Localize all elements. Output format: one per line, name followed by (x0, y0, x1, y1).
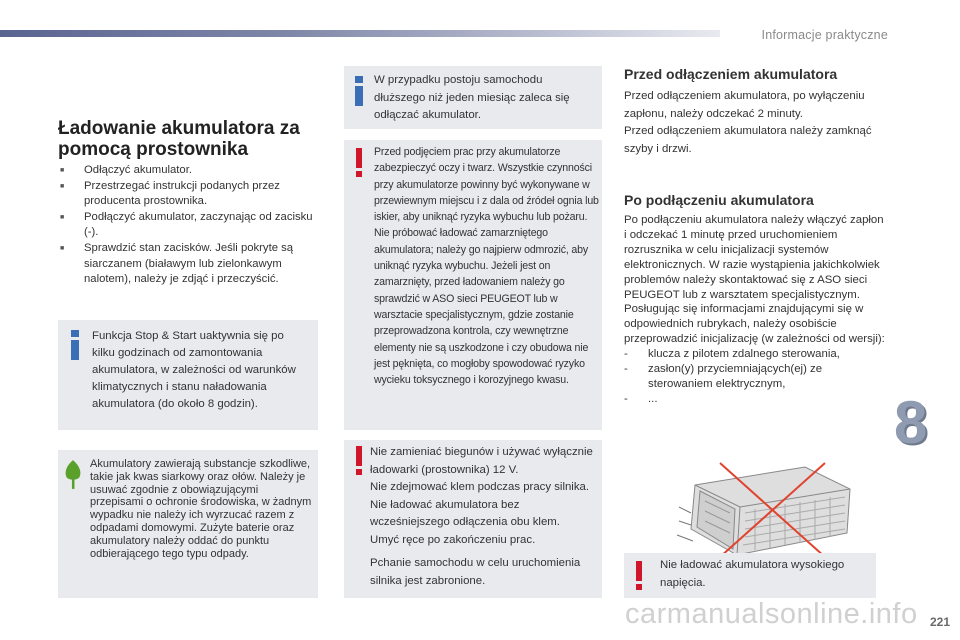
after-connect-p2: Posługując się informacjami znajdującymi się w odpowiednich rubrykach, należy osobiście przeprowadzić inicjalizację (w zależności od wersji): (624, 303, 885, 346)
eco-box (58, 450, 318, 598)
warning-box-polarity (344, 440, 602, 598)
after-connect-p1: Po podłączeniu akumulatora należy włączyć zapłon i odczekać 1 minutę przed uruchomieniem rozrusznika w celu inicjalizacji systemów elektronicznych. W razie wystąpienia jakichkolwiek problemów należy skontaktować się z ASO sieci PEUGEOT lub z warsztatem specjalistycznym. (624, 214, 884, 301)
warning-line: Umyć ręce po zakończeniu prac. (370, 533, 536, 546)
after-connect-item: - ... (624, 392, 658, 405)
watermark: carmanualsonline.info (625, 598, 918, 630)
warning-text: Nie ładować akumulatora wysokiego napięcia. (660, 559, 845, 589)
after-connect-text (624, 213, 889, 407)
before-disconnect-p1: Przed odłączeniem akumulatora, po wyłączeniu zapłonu, należy odczekać 2 minuty. (624, 90, 865, 120)
hv-battery-crossed-illustration (675, 455, 860, 560)
before-disconnect-text (624, 88, 894, 158)
after-connect-item: - zasłon(y) przyciemniających(ej) ze sterowaniem elektrycznym, (624, 363, 823, 390)
info-box-disconnect (344, 66, 602, 129)
charging-title-line1: Ładowanie akumulatora za (58, 118, 300, 139)
before-disconnect-title: Przed odłączeniem akumulatora (624, 66, 838, 82)
step-item: ■ Podłączyć akumulator, zaczynając od zacisku (-). (58, 210, 323, 241)
step-item: ■ Odłączyć akumulator. (58, 163, 323, 179)
info-box-stop-start (58, 320, 318, 430)
charging-steps (58, 163, 323, 288)
warning-line: Pchanie samochodu w celu uruchomienia silnika jest zabronione. (370, 557, 581, 587)
info-text: W przypadku postoju samochodu dłuższego niż jeden miesiąc zaleca się odłączać akumulator. (374, 74, 570, 121)
warning-line: Nie zamieniać biegunów i używać wyłącznie ładowarki (prostownika) 12 V. (370, 446, 593, 476)
page-number: 221 (929, 615, 950, 629)
warning-line: Nie zdejmować klem podczas pracy silnika. (370, 481, 590, 493)
step-item: ■ Sprawdzić stan zacisków. Jeśli pokryte są siarczanem (białawym lub zielonkawym nalotem), należy je zdjąć i przeczyścić. (58, 241, 323, 288)
warning-box-hv (624, 553, 876, 598)
warning-box-safety (344, 140, 602, 430)
charging-title (58, 118, 300, 160)
eco-text: Akumulatory zawierają substancje szkodliwe, takie jak kwas siarkowy oraz ołów. Należy je usuwać zgodnie z obowiązującymi przepisami o ochronie środowiska, w żadnym wypadku nie należy ich wyrzucać razem z odpadami domowymi. Zużyte baterie oraz akumulatory należy oddać do punktu odbierającego tego typu odpady. (90, 458, 312, 560)
warning-icon (632, 561, 646, 591)
chapter-number: 8 (894, 389, 928, 456)
before-disconnect-p2: Przed odłączeniem akumulatora należy zamknąć szyby i drzwi. (624, 125, 872, 155)
charging-title-line2: pomocą prostownika (58, 139, 249, 160)
warning-line: Nie ładować akumulatora bez wcześniejszego odłączenia obu klem. (370, 498, 560, 528)
warning-icon (352, 148, 366, 178)
after-connect-title: Po podłączeniu akumulatora (624, 192, 814, 208)
info-icon (68, 330, 82, 360)
info-text: Funkcja Stop & Start uaktywnia się po kilku godzinach od zamontowania akumulatora, w zależności od warunków klimatycznych i stanu naładowania akumulatora (do około 8 godzin). (92, 330, 296, 410)
info-icon (352, 76, 366, 106)
header-bar (0, 30, 720, 37)
step-item: ■ Przestrzegać instrukcji podanych przez producenta prostownika. (58, 179, 323, 210)
after-connect-item: - klucza z pilotem zdalnego sterowania, (624, 348, 840, 361)
warning-icon (352, 446, 366, 476)
warning-text: Przed podjęciem prac przy akumulatorze zabezpieczyć oczy i twarz. Wszystkie czynności przy akumulatorze powinny być wykonywane w przewiewnym miejscu i z dala od źródeł ognia lub iskier, aby uniknąć ryzyka wybuchu lub pożaru. Nie próbować ładować zamarzniętego akumulatora; należy go najpierw odmrozić, aby uniknąć ryzyka wybuchu. Jeżeli jest on zamarznięty, przed ładowaniem należy go sprawdzić w ASO sieci PEUGEOT lub w warsztacie specjalistycznym, gdzie zostanie przeprowadzona kontrola, czy wewnętrzne elementy nie są uszkodzone i czy obudowa nie jest pęknięta, co mogłoby spowodować ryzyko wycieku toksycznego i korozyjnego kwasu. (374, 146, 599, 387)
section-title: Informacje praktyczne (761, 28, 888, 42)
eco-leaf-icon (62, 458, 84, 490)
warning-text (370, 444, 595, 590)
